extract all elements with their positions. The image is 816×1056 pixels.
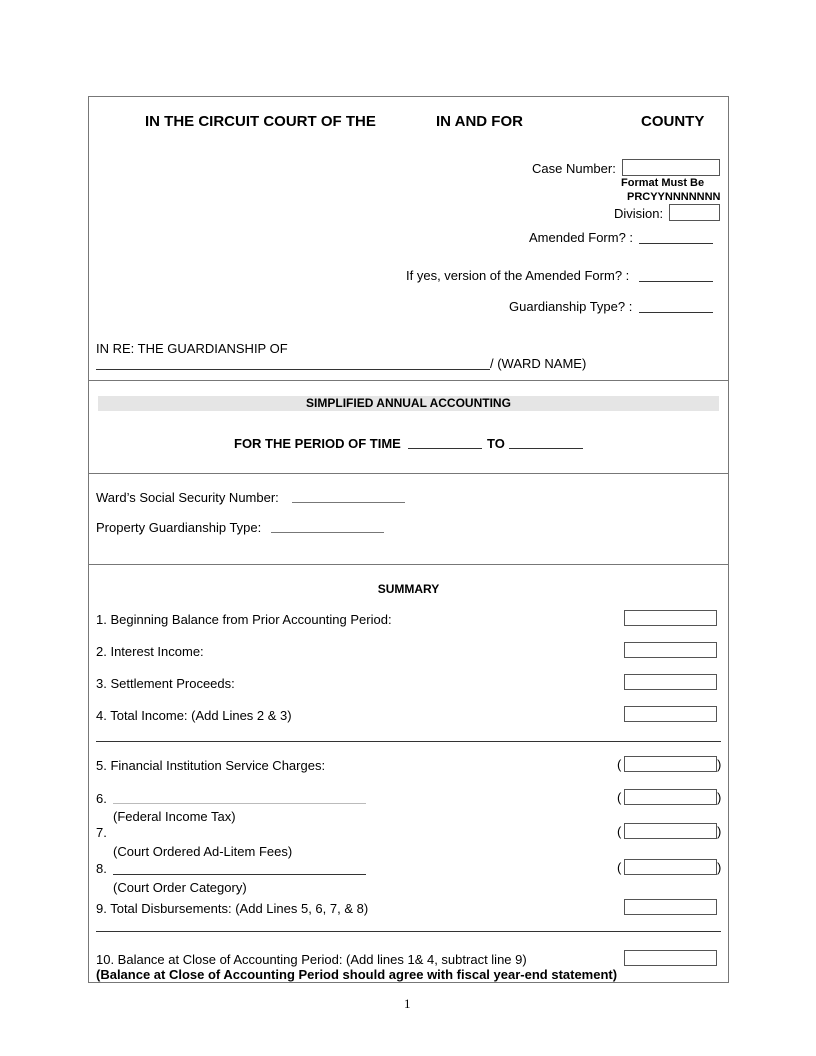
in-re-label: IN RE: THE GUARDIANSHIP OF: [96, 341, 288, 356]
court-title-part3: COUNTY: [641, 113, 705, 130]
line2-label: 2. Interest Income:: [96, 644, 204, 659]
line8-number: 8.: [96, 861, 107, 876]
page-number: 1: [404, 996, 411, 1011]
period-end-field[interactable]: [509, 448, 583, 449]
line6-amount-input[interactable]: [624, 789, 717, 805]
accounting-title: SIMPLIFIED ANNUAL ACCOUNTING: [306, 396, 511, 410]
line10-note: (Balance at Close of Accounting Period should agree with fiscal year-end statement): [96, 967, 618, 982]
line1-amount-input[interactable]: [624, 610, 717, 626]
line3-label: 3. Settlement Proceeds:: [96, 676, 235, 691]
section-divider: [88, 473, 729, 474]
line7-paren-close: ): [717, 824, 722, 839]
line2-amount-input[interactable]: [624, 642, 717, 658]
disbursement-divider: [96, 931, 721, 932]
case-number-input[interactable]: [622, 159, 720, 176]
line6-paren-close: ): [717, 790, 722, 805]
line6-sublabel: (Federal Income Tax): [113, 809, 236, 824]
amended-version-label: If yes, version of the Amended Form? :: [406, 268, 630, 283]
line10-amount-input[interactable]: [624, 950, 717, 966]
division-label: Division:: [614, 206, 664, 221]
line5-amount-input[interactable]: [624, 756, 717, 772]
line7-amount-input[interactable]: [624, 823, 717, 839]
guardianship-type-label: Guardianship Type? :: [509, 299, 633, 314]
ssn-field[interactable]: [292, 502, 405, 503]
amended-version-field[interactable]: [639, 281, 713, 282]
line9-amount-input[interactable]: [624, 899, 717, 915]
line7-paren-open: (: [617, 824, 622, 839]
line8-description-field[interactable]: [113, 874, 366, 875]
ward-name-label: / (WARD NAME): [490, 356, 587, 371]
line7-number: 7.: [96, 825, 107, 840]
line6-paren-open: (: [617, 790, 622, 805]
line8-amount-input[interactable]: [624, 859, 717, 875]
line5-paren-close: ): [717, 757, 722, 772]
amended-form-label: Amended Form? :: [529, 230, 634, 245]
case-number-label: Case Number:: [532, 161, 616, 176]
amended-form-field[interactable]: [639, 243, 713, 244]
line5-paren-open: (: [617, 757, 622, 772]
court-title-part1: IN THE CIRCUIT COURT OF THE: [145, 113, 376, 130]
line10-label: 10. Balance at Close of Accounting Period: (Add lines 1& 4, subtract line 9): [96, 952, 527, 967]
summary-title: SUMMARY: [377, 582, 440, 596]
income-divider: [96, 741, 721, 742]
property-type-label: Property Guardianship Type:: [96, 520, 262, 535]
division-input[interactable]: [669, 204, 720, 221]
line6-number: 6.: [96, 791, 107, 806]
line7-sublabel: (Court Ordered Ad-Litem Fees): [113, 844, 293, 859]
line5-label: 5. Financial Institution Service Charges:: [96, 758, 326, 773]
court-title-part2: IN AND FOR: [436, 113, 523, 130]
line4-amount-input[interactable]: [624, 706, 717, 722]
section-divider: [88, 564, 729, 565]
ssn-label: Ward’s Social Security Number:: [96, 490, 279, 505]
property-type-field[interactable]: [271, 532, 384, 533]
period-label: FOR THE PERIOD OF TIME: [234, 436, 401, 451]
section-divider: [88, 380, 729, 381]
line8-paren-open: (: [617, 860, 622, 875]
format-note-line2: PRCYYNNNNNNN: [627, 191, 721, 203]
line9-label: 9. Total Disbursements: (Add Lines 5, 6, 7, & 8): [96, 901, 369, 916]
line6-description-field[interactable]: [113, 803, 366, 804]
period-start-field[interactable]: [408, 448, 482, 449]
line8-paren-close: ): [717, 860, 722, 875]
line4-label: 4. Total Income: (Add Lines 2 & 3): [96, 708, 292, 723]
ward-name-field[interactable]: [96, 369, 490, 370]
period-to-label: TO: [487, 436, 505, 451]
guardianship-type-field[interactable]: [639, 312, 713, 313]
format-note-line1: Format Must Be: [621, 177, 705, 189]
line1-label: 1. Beginning Balance from Prior Accounting Period:: [96, 612, 392, 627]
line8-sublabel: (Court Order Category): [113, 880, 247, 895]
line3-amount-input[interactable]: [624, 674, 717, 690]
